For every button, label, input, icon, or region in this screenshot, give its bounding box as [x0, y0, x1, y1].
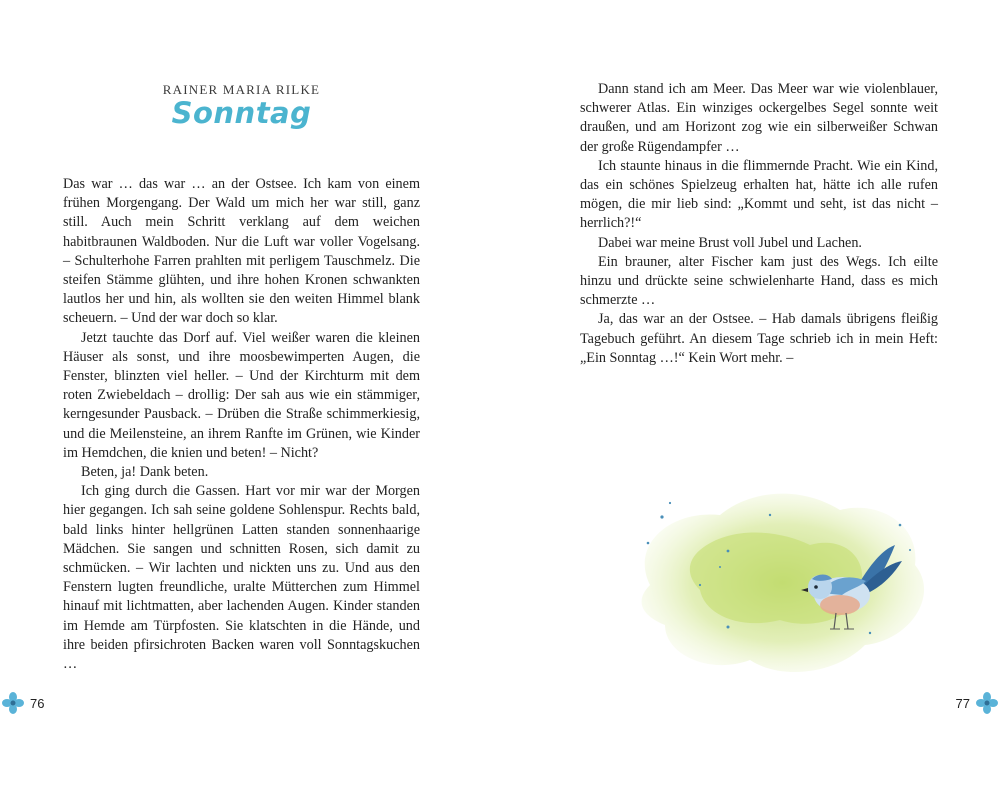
page-number: 76: [30, 695, 45, 711]
page-number: 77: [955, 695, 970, 711]
blue-flower-icon: [2, 692, 24, 714]
author-name: RAINER MARIA RILKE: [162, 82, 321, 97]
paragraph: Ich staunte hinaus in die flimmernde Pracht. Wie ein Kind, das ein schönes Spielzeug erhalten hat, hätte ich alle rufen mögen, die mir lieb sind: „Kommt und seht, ist das nicht – herrlich?!“: [580, 157, 938, 232]
chapter-title: Sonntag: [171, 96, 312, 130]
watercolor-bird-illustration: [610, 455, 950, 695]
page-footer-left: [2, 692, 50, 714]
right-page: [500, 0, 1000, 800]
paragraph: Beten, ja! Dank beten.: [81, 464, 209, 481]
right-body-text: [580, 80, 938, 368]
paragraph: Ein brauner, alter Fischer kam just des Wegs. Ich eilte hinzu und drückte seine schwielenharte Hand, dass es mich schmerzte …: [580, 253, 938, 309]
paragraph: Dann stand ich am Meer. Das Meer war wie violenblauer, schwerer Atlas. Ein winziges ockergelbes Segel sonnte weit draußen, und am Horizont zog wie ein silberweißer Schwan der große Rügendampfer …: [580, 81, 938, 155]
paragraph: Jetzt tauchte das Dorf auf. Viel weißer waren die kleinen Häuser als sonst, und ihre moosbewimperten Augen, die Fenster, blinzten viel heller. – Und der Kirchturm mit dem roten Zwiebeldach – drollig: Der sah aus wie ein stämmiger, kerngesunder Pausback. – Drüben die Straße schimmerkiesig, und die Meilensteine, an ihrem Ranfte im Grünen, wie Kinder im Hemdchen, die knien und beten! – Nicht?: [63, 329, 420, 461]
left-body-text: [63, 175, 420, 674]
paragraph: Ja, das war an der Ostsee. – Hab damals übrigens fleißig Tagebuch geführt. An diesem Tage schrieb ich in mein Heft: „Ein Sonntag …!“ Kein Wort mehr. –: [580, 311, 938, 366]
paragraph: Das war … das war … an der Ostsee. Ich kam von einem frühen Morgengang. Der Wald um mich her war still, ganz still. Auch mein Schritt verklang auf dem weichen habitbraunen Waldboden. Nur die Luft war voller Vogelsang. – Schulterhohe Farren prahlten mit perligem Tauschmelz. Die steifen Stämme glühten, und ihre hohen Kronen schwankten lautlos her und hin, als wollten sie den weiten Himmel blank scheuern. – Und der war doch so klar.: [63, 176, 420, 327]
paragraph: Ich ging durch die Gassen. Hart vor mir war der Morgen hier gegangen. Ich sah seine goldene Sohlenspur. Rechts bald, bald links hinter hellgrünen Latten standen sonnenhaarige Mädchen. Sie sangen und schnitten Rosen, sich damit zu schmücken. – Wir lachten und nickten uns zu. Und aus den Fenstern lugten freundliche, uralte Mütterchen zum Himmel hinauf mit lichtmatten, aber lachenden Augen. Kinder standen im Hemde am Türpfosten. Sie klatschten in die Hände, und ihre beiden pfirsichroten Backen waren voll Sonntagskuchen …: [63, 483, 420, 673]
page-footer-right: [950, 692, 998, 714]
blue-flower-icon: [976, 692, 998, 714]
paragraph: Dabei war meine Brust voll Jubel und Lachen.: [598, 234, 862, 251]
